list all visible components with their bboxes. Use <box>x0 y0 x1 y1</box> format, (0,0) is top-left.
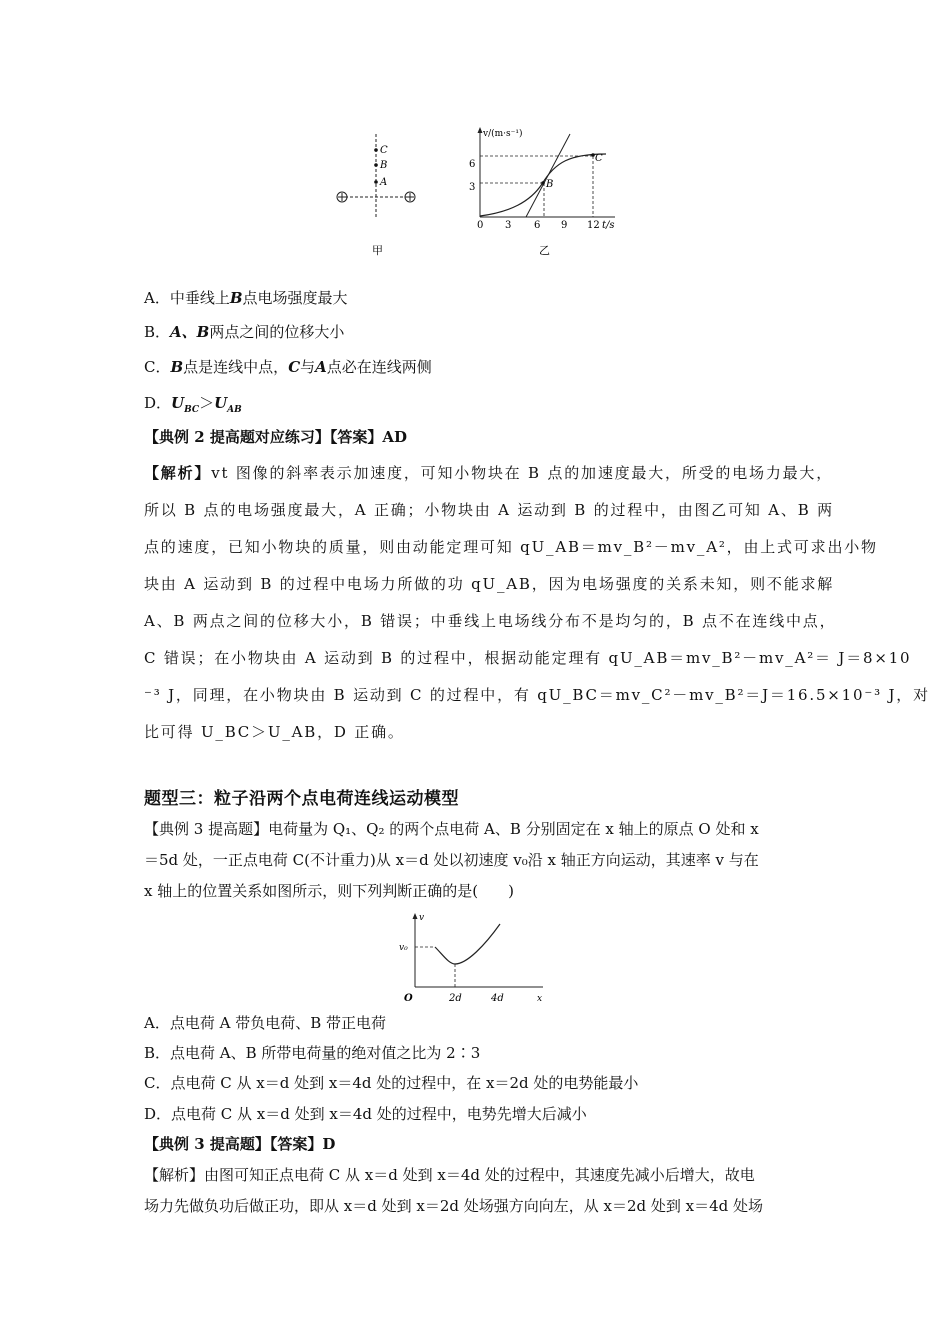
figure-yi <box>469 127 615 257</box>
caption-jia: 甲 <box>372 244 383 257</box>
fig3-v0-label: v₀ <box>399 943 408 953</box>
yi-xtick-6: 6 <box>534 220 541 231</box>
caption-yi: 乙 <box>539 244 550 257</box>
fig3-2d: 2d <box>449 993 462 1004</box>
answer-line-3: 【典例 3 提高题】【答案】D <box>144 1135 336 1153</box>
yi-ytick-6: 6 <box>469 159 476 170</box>
yi-label-c: C <box>595 153 603 164</box>
option-b: B．A、B两点之间的位移大小 <box>144 323 345 341</box>
figure-3 <box>395 910 550 1005</box>
question-3: 【典例 3 提高题】电荷量为 Q₁、Q₂ 的两个点电荷 A、B 分别固定在 x 轴上的原点 O 处和 x ＝5d 处，一正点电荷 C(不计重力)从 x＝d 处以初速度 v₀沿 x 轴正方向运动，其速率 v 与在 x 轴上的位置关系如图所示，则下列判断正确的是( ) <box>144 820 759 900</box>
q3-option-c: C．点电荷 C 从 x＝d 处到 x＝4d 处的过程中，在 x＝2d 处的电势能最小 <box>144 1074 639 1092</box>
label-c: C <box>380 145 388 156</box>
option-a: A．中垂线上B点电场强度最大 <box>144 289 348 307</box>
fig3-4d: 4d <box>491 993 504 1004</box>
figure-jia-yi <box>330 122 630 267</box>
analysis-paragraph-3: 【解析】由图可知正点电荷 C 从 x＝d 处到 x＝4d 处的过程中，其速度先减小后增大，故电 场力先做负功后做正功，即从 x＝d 处到 x＝2d 处场强方向向左，从 x＝2d 处到 x＝4d 处场 <box>144 1166 764 1215</box>
yi-ytick-3: 3 <box>469 182 476 193</box>
q3-option-b: B．点电荷 A、B 所带电荷量的绝对值之比为 2∶3 <box>144 1044 481 1062</box>
q3-option-a: A．点电荷 A 带负电荷、B 带正电荷 <box>144 1014 386 1032</box>
figure-jia <box>337 134 415 257</box>
yi-xtick-9: 9 <box>561 220 568 231</box>
section-heading: 题型三：粒子沿两个点电荷连线运动模型 <box>144 789 459 809</box>
label-b: B <box>380 160 388 171</box>
answer-line-2: 【典例 2 提高题对应练习】【答案】AD <box>144 428 408 446</box>
option-c: C．B点是连线中点，C与A点必在连线两侧 <box>144 358 432 376</box>
fig3-x-label: x <box>537 994 543 1004</box>
yi-xtick-3: 3 <box>505 220 512 231</box>
q3-option-d: D．点电荷 C 从 x＝d 处到 x＝4d 处的过程中，电势先增大后减小 <box>144 1105 587 1123</box>
yi-label-b: B <box>546 179 554 190</box>
option-d: D．$U_{BC}>U_{AB}$ <box>144 394 242 415</box>
fig3-y-label: v <box>419 913 425 923</box>
yi-y-axis-label: v/(m·s⁻¹) <box>483 129 523 139</box>
yi-x-axis-label: t/s <box>602 220 615 231</box>
analysis-paragraph-2: 【解析】vt 图像的斜率表示加速度，可知小物块在 B 点的加速度最大，所受的电场力最大， 所以 B 点的电场强度最大，A 正确；小物块由 A 运动到 B 的过程中，由图乙可知 A、B 两 点的速度，已知小物块的质量，则由动能定理可知 qU_AB＝mv_B²－mv_A²，由上式可求出小物 块由 A 运动到 B 的过程中电场力所做的功 qU_AB，因为电场强度的关系未知，则不能求解 A、B 两点之间的位移大小，B 错误；中垂线上电场线分布不是均匀的，B 点不在连线中点， C 错误；在小物块由 A 运动到 B 的过程中，根据动能定理有 qU_AB＝mv_B²－mv_A²＝ J＝8×10 ⁻³ J，同理，在小物块由 B 运动到 C 的过程中，有 qU_BC＝mv_C²－mv_B²＝J＝16.5×10⁻³ J，对 比可得 U_BC＞U_AB，D 正确。 <box>144 464 930 741</box>
yi-xtick-12: 12 <box>587 220 600 231</box>
label-a: A <box>380 177 388 188</box>
yi-xtick-0: 0 <box>477 220 484 231</box>
fig3-origin: O <box>404 993 413 1004</box>
